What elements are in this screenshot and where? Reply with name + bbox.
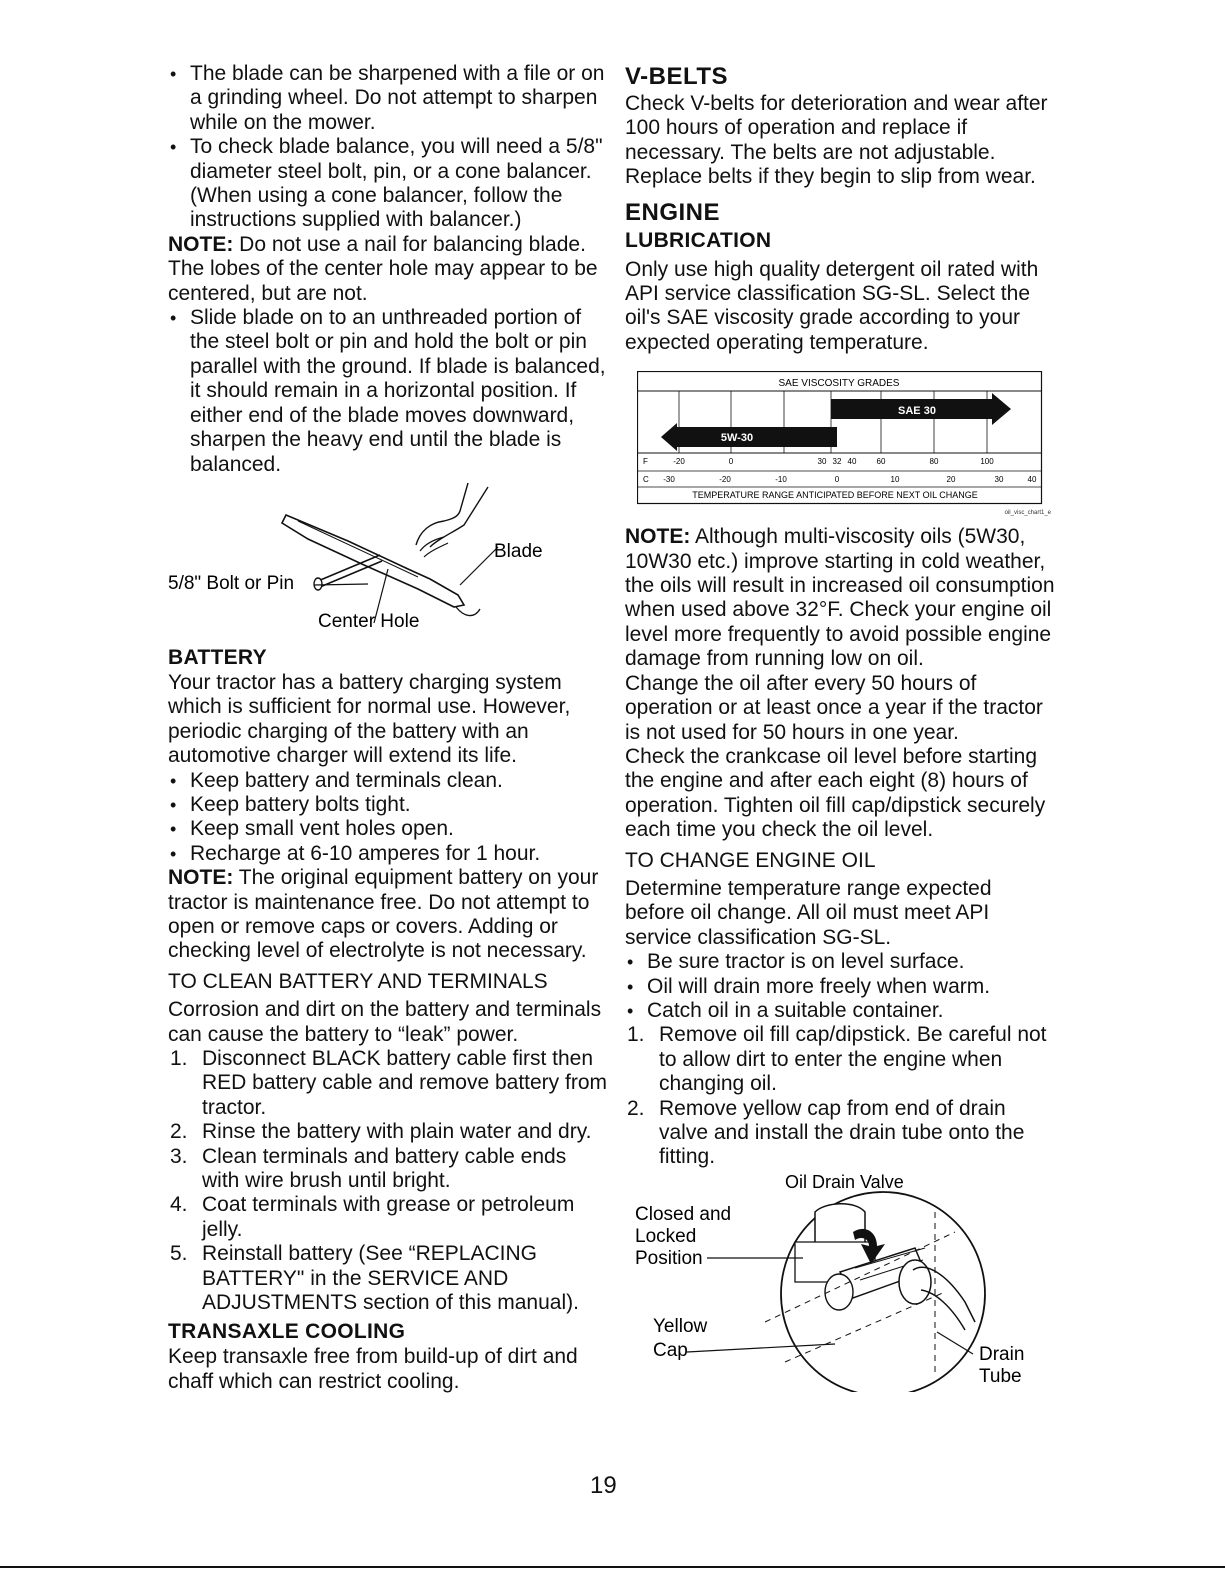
clean-step bbox=[168, 1242, 608, 1315]
note-viscosity bbox=[625, 525, 1055, 671]
c-tick: 20 bbox=[946, 475, 956, 485]
oil-step bbox=[625, 1023, 1055, 1096]
bar-sae30-label: SAE 30 bbox=[898, 405, 936, 418]
note-nail bbox=[168, 233, 608, 306]
oil-bullet: • Be sure tractor is on level surface. bbox=[625, 950, 1055, 974]
step-text: Remove oil fill cap/dipstick. Be careful not to allow dirt to enter the engine when changing oil. bbox=[659, 1023, 1047, 1096]
blade-balance-figure bbox=[168, 481, 608, 641]
drain-valve-illustration bbox=[625, 1172, 1055, 1392]
note-label: NOTE: bbox=[625, 525, 691, 549]
c-tick: 40 bbox=[1027, 475, 1037, 485]
step-text: Coat terminals with grease or petroleum jelly. bbox=[202, 1193, 575, 1241]
f-tick: 0 bbox=[728, 457, 734, 467]
label-blade: Blade bbox=[494, 540, 543, 562]
vbelts-heading: V-BELTS bbox=[625, 63, 729, 90]
note-battery bbox=[168, 866, 608, 964]
blade-illustration bbox=[168, 481, 608, 641]
label-drain-tube: Drain Tube bbox=[979, 1343, 1025, 1387]
change-interval-text: Change the oil after every 50 hours of operation or at least once a year if the tractor is not used for 50 hours in one year. bbox=[625, 671, 1043, 744]
label-bolt: 5/8" Bolt or Pin bbox=[168, 572, 295, 594]
oil-bullet: • Oil will drain more freely when warm. bbox=[625, 975, 1055, 999]
step-number: 4. bbox=[170, 1193, 188, 1217]
battery-bullet: • Keep battery bolts tight. bbox=[168, 793, 608, 817]
label-center-hole: Center Hole bbox=[318, 610, 420, 632]
step-number: 3. bbox=[170, 1144, 188, 1168]
bar-5w30-label: 5W-30 bbox=[720, 432, 754, 445]
clean-battery-text: Corrosion and dirt on the battery and terminals can cause the battery to “leak” power. bbox=[168, 998, 602, 1046]
battery-bullet: • Recharge at 6-10 amperes for 1 hour. bbox=[168, 842, 608, 866]
f-tick: 80 bbox=[929, 457, 939, 467]
note-text: Do not use a nail for balancing blade. The lobes of the center hole may appear to be centered, but are not. bbox=[168, 232, 598, 305]
note-text: Although multi-viscosity oils (5W30, 10W30 etc.) improve starting in cold weather, the oils will result in increased oil consumption when used above 32°F. Check your engine oil level more frequently to avoid possible engine damage from running low on oil. bbox=[625, 525, 1055, 671]
engine-heading: ENGINE bbox=[625, 198, 721, 226]
f-axis-label: F bbox=[643, 457, 648, 467]
oil-bullet: • Catch oil in a suitable container. bbox=[625, 999, 1055, 1023]
c-tick: -30 bbox=[663, 475, 675, 485]
label-yellow-cap: Yellow Cap bbox=[653, 1315, 708, 1361]
chart-code: oil_visc_chart1_e bbox=[1004, 510, 1051, 517]
label-closed-locked: Closed and Locked Position bbox=[635, 1203, 732, 1269]
bullet-balance: • To check blade balance, you will need a 5/8" diameter steel bolt, pin, or a cone balancer. (When using a cone balancer, follow the instructions supplied with balancer.) bbox=[168, 135, 608, 233]
battery-bullet: • Keep battery and terminals clean. bbox=[168, 769, 608, 793]
viscosity-chart-graphic bbox=[637, 371, 1057, 519]
step-text: Reinstall battery (See “REPLACING BATTERY" in the SERVICE AND ADJUSTMENTS section of this manual). bbox=[202, 1242, 579, 1315]
change-oil-heading: TO CHANGE ENGINE OIL bbox=[625, 848, 876, 872]
note-label: NOTE: bbox=[168, 232, 234, 256]
note-label: NOTE: bbox=[168, 866, 234, 890]
lubrication-heading: LUBRICATION bbox=[625, 228, 772, 252]
step-number: 2. bbox=[170, 1120, 188, 1144]
step-number: 1. bbox=[627, 1023, 645, 1047]
determine-text: Determine temperature range expected before oil change. All oil must meet API service classification SG-SL. bbox=[625, 876, 992, 949]
chart-footer: TEMPERATURE RANGE ANTICIPATED BEFORE NEXT OIL CHANGE bbox=[692, 490, 978, 501]
step-text: Rinse the battery with plain water and dry. bbox=[202, 1120, 592, 1144]
label-drain-valve: Oil Drain Valve bbox=[785, 1171, 904, 1192]
clean-step bbox=[168, 1120, 608, 1144]
page-bottom-rule bbox=[0, 1566, 1225, 1568]
battery-text: Your tractor has a battery charging system which is sufficient for normal use. However, periodic charging of the battery with an automotive charger will extend its life. bbox=[168, 670, 571, 768]
drain-valve-figure bbox=[625, 1172, 1055, 1392]
clean-step bbox=[168, 1145, 608, 1194]
note-text: The original equipment battery on your tractor is maintenance free. Do not attempt to open or remove caps or covers. Adding or checking level of electrolyte is not necessary. bbox=[168, 866, 599, 963]
c-axis-label: C bbox=[643, 475, 649, 485]
c-tick: -20 bbox=[719, 475, 731, 485]
step-text: Clean terminals and battery cable ends with wire brush until bright. bbox=[202, 1144, 567, 1193]
clean-battery-heading: TO CLEAN BATTERY AND TERMINALS bbox=[168, 969, 548, 993]
step-text: Remove yellow cap from end of drain valve and install the drain tube onto the fitting. bbox=[659, 1096, 1025, 1169]
chart-title: SAE VISCOSITY GRADES bbox=[778, 378, 900, 390]
step-number: 1. bbox=[170, 1047, 188, 1070]
transaxle-text: Keep transaxle free from build-up of dirt and chaff which can restrict cooling. bbox=[168, 1345, 578, 1393]
vbelts-text: Check V-belts for deterioration and wear after 100 hours of operation and replace if necessary. The belts are not adjustable. Replace belts if they begin to slip from wear. bbox=[625, 92, 1048, 189]
bullet-sharpen: • The blade can be sharpened with a file or on a grinding wheel. Do not attempt to sharpen while on the mower. bbox=[168, 62, 608, 135]
clean-step bbox=[168, 1193, 608, 1242]
f-tick: -20 bbox=[673, 457, 685, 467]
c-tick: 0 bbox=[834, 475, 840, 485]
step-text: Disconnect BLACK battery cable first then RED battery cable and remove battery from tractor. bbox=[202, 1047, 608, 1119]
oil-step bbox=[625, 1097, 1055, 1170]
battery-heading: BATTERY bbox=[168, 645, 267, 669]
viscosity-chart bbox=[637, 371, 1057, 519]
step-number: 2. bbox=[627, 1096, 645, 1120]
check-crankcase-text: Check the crankcase oil level before starting the engine and after each eight (8) hours of operation. Tighten oil fill cap/dipstick securely each time you check the oil level. bbox=[625, 744, 1046, 842]
bullet-slide: • Slide blade on to an unthreaded portion of the steel bolt or pin and hold the bolt or pin parallel with the ground. If blade is balanced, it should remain in a horizontal position. If either end of the blade moves downward, sharpen the heavy end until the blade is balanced. bbox=[168, 306, 608, 477]
clean-step bbox=[168, 1047, 608, 1120]
right-column bbox=[625, 62, 1055, 1392]
f-tick: 60 bbox=[876, 457, 886, 467]
c-tick: 10 bbox=[890, 475, 900, 485]
page-number: 19 bbox=[590, 1472, 617, 1499]
transaxle-heading: TRANSAXLE COOLING bbox=[168, 1320, 406, 1344]
f-tick: 100 bbox=[980, 457, 994, 467]
f-tick: 32 bbox=[832, 457, 842, 467]
battery-bullet: • Keep small vent holes open. bbox=[168, 817, 608, 841]
step-number: 5. bbox=[170, 1242, 188, 1266]
f-tick: 40 bbox=[847, 457, 857, 467]
c-tick: 30 bbox=[994, 475, 1004, 485]
c-tick: -10 bbox=[775, 475, 787, 485]
f-tick: 30 bbox=[817, 457, 827, 467]
lubrication-text: Only use high quality detergent oil rated with API service classification SG-SL. Select the oil's SAE viscosity grade according to your expected operating temperature. bbox=[625, 257, 1039, 354]
left-column bbox=[168, 62, 608, 1394]
